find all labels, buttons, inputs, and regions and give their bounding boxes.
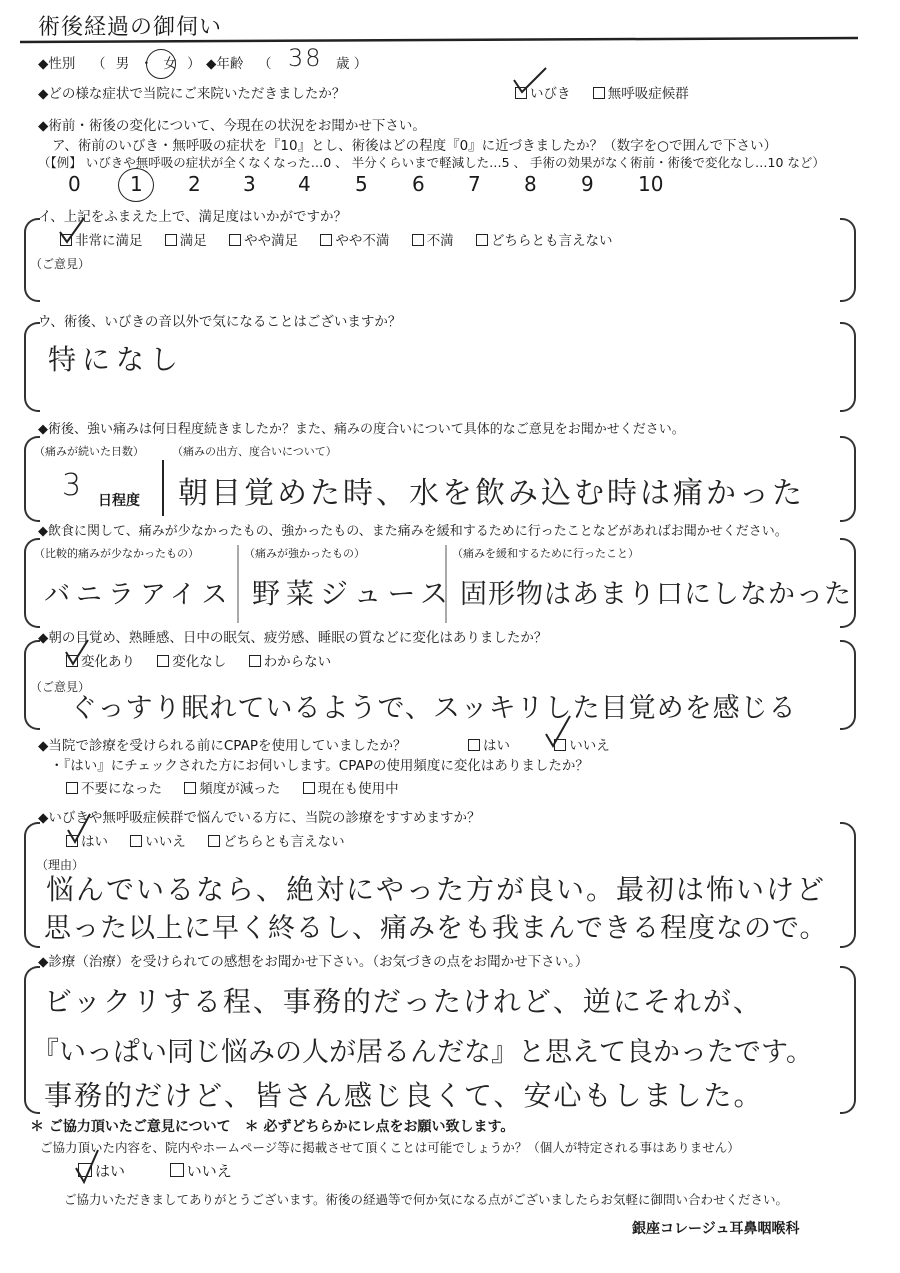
cpap-option-yes[interactable] — [468, 734, 510, 754]
option-label: どちらとも言えない — [490, 233, 613, 249]
option-label: いびき — [530, 86, 571, 102]
cpap-sub-question: ・『はい』にチェックされた方にお伺いします。CPAPの使用頻度に変化はありましたか？ — [50, 758, 589, 774]
sleep-opinion-label: （ご意見） — [30, 680, 91, 694]
sleep-answer[interactable]: ぐっすり眠れているようで、スッキリした目覚めを感じる — [70, 693, 797, 724]
food-more-label: （痛みが強かったもの） — [244, 547, 365, 560]
checkbox[interactable] — [320, 234, 332, 246]
scale-7[interactable]: 7 — [468, 172, 481, 196]
food-less[interactable]: バニラアイス — [44, 580, 234, 610]
option-label: 現在も使用中 — [317, 781, 399, 797]
scale-1[interactable]: 1 — [130, 172, 143, 196]
option-label: はい — [95, 1162, 126, 1180]
sleep-bracket-right — [840, 640, 856, 730]
satisfaction-option[interactable] — [165, 229, 207, 249]
satisfaction-option[interactable] — [412, 229, 454, 249]
recommend-reason-label: （理由） — [36, 858, 85, 872]
cpap-check-mark — [544, 716, 574, 750]
pain-detail[interactable]: 朝目覚めた時、水を飲み込む時は痛かった — [178, 476, 805, 511]
sleep-question: ◆朝の目覚め、熟睡感、日中の眠気、疲労感、睡眠の質などに変化はありましたか？ — [38, 630, 548, 646]
sleep-option[interactable] — [249, 650, 332, 670]
gender-value[interactable]: （ 男 ・ 女 ） — [92, 56, 201, 72]
other-concerns-question: ウ、術後、いびきの音以外で気になることはございますか？ — [38, 314, 402, 330]
food-more[interactable]: 野菜ジュース — [252, 577, 455, 610]
satisfaction-option[interactable] — [229, 229, 298, 249]
impression-question: ◆診療（治療）を受けられての感想をお聞かせ下さい。（お気づきの点をお聞かせ下さい。） — [38, 954, 589, 970]
age-open: （ — [258, 56, 272, 72]
scale-5[interactable]: 5 — [355, 172, 368, 196]
other-concerns-bracket-left — [24, 322, 40, 412]
consent-question: ご協力頂いた内容を、院内やホームページ等に掲載させて頂くことは可能でしょうか？（個人が特定される事はありません） — [40, 1140, 740, 1155]
scale-10[interactable]: 10 — [638, 172, 664, 196]
age-label: ◆年齢 — [206, 56, 244, 72]
change-question: ◆術前・術後の変化について、今現在の状況をお聞かせ下さい。 — [38, 118, 426, 134]
consent-option-no[interactable] — [170, 1160, 232, 1181]
cpap-sub-option[interactable] — [303, 777, 399, 797]
option-label: 非常に満足 — [75, 233, 143, 249]
option-label: 変化なし — [172, 654, 227, 670]
symptom-option-apnea[interactable] — [593, 82, 689, 102]
pain-bracket-right — [840, 436, 856, 522]
option-label: 無呼吸症候群 — [607, 86, 689, 102]
pain-days-unit: 日程度 — [98, 493, 140, 509]
checkbox[interactable] — [229, 234, 241, 246]
cpap-sub-option[interactable] — [66, 777, 162, 797]
recommend-options[interactable] — [66, 830, 363, 850]
checkbox[interactable] — [170, 1163, 184, 1177]
option-label: 頻度が減った — [199, 781, 281, 797]
scale-3[interactable]: 3 — [243, 172, 256, 196]
sleep-options[interactable] — [66, 650, 349, 670]
option-label: はい — [81, 834, 108, 850]
age-value[interactable]: 38 — [288, 44, 323, 72]
option-label: 満足 — [179, 233, 207, 249]
pain-days[interactable]: 3 — [62, 468, 88, 503]
cpap-sub-options[interactable] — [66, 777, 417, 797]
option-label: やや不満 — [335, 233, 390, 249]
option-label: はい — [483, 738, 510, 754]
cpap-question: ◆当院で診療を受けられる前にCPAPを使用していましたか？ — [38, 738, 407, 754]
food-relief-label: （痛みを緩和するために行ったこと） — [452, 547, 639, 560]
option-label: 不満 — [426, 233, 454, 249]
sleep-option[interactable] — [157, 650, 226, 670]
impression-line3[interactable]: 事務的だけど、皆さん感じ良くて、安心もしました。 — [44, 1079, 764, 1112]
checkbox[interactable] — [184, 782, 196, 794]
gender-selected-circle — [146, 49, 176, 79]
recommend-reason-line1[interactable]: 悩んでいるなら、絶対にやった方が良い。最初は怖いけど — [46, 873, 827, 906]
recommend-bracket-right — [840, 822, 856, 948]
impression-line2[interactable]: 『いっぱい同じ悩みの人が居るんだな』と思えて良かったです。 — [32, 1037, 813, 1068]
checkbox[interactable] — [303, 782, 315, 794]
other-concerns-bracket-right — [840, 322, 856, 412]
option-label: いいえ — [145, 834, 186, 850]
option-label: 不要になった — [81, 781, 162, 797]
consent-heading: ＊ ご協力頂いたご意見について ＊ 必ずどちらかにレ点をお願い致します。 — [30, 1119, 515, 1135]
checkbox[interactable] — [476, 234, 488, 246]
change-sub-a: ア、術前のいびき・無呼吸の症状を『10』とし、術後はどの程度『0』に近づきましたか？（数字を○で囲んで下さい） — [52, 138, 777, 154]
option-label: どちらとも言えない — [223, 834, 345, 850]
scale-4[interactable]: 4 — [298, 172, 311, 196]
food-divider-1 — [236, 545, 240, 625]
satisfaction-opinion-label: （ご意見） — [30, 257, 91, 271]
recommend-check-mark — [66, 814, 96, 846]
food-question: ◆飲食に関して、痛みが少なかったもの、強かったもの、また痛みを緩和するために行ったことなどがあればお聞かせください。 — [38, 524, 788, 539]
recommend-question: ◆いびきや無呼吸症候群で悩んでいる方に、当院の診療をすすめますか？ — [38, 810, 481, 826]
checkbox[interactable] — [412, 234, 424, 246]
option-label: わからない — [263, 654, 332, 670]
other-concerns-answer[interactable]: 特になし — [48, 343, 185, 376]
pain-days-label: （痛みが続いた日数） — [34, 445, 144, 458]
satisfaction-option[interactable] — [476, 229, 613, 249]
satisfaction-options[interactable] — [60, 229, 630, 249]
option-label: やや満足 — [244, 233, 299, 249]
clinic-name: 銀座コレージュ耳鼻咽喉科 — [632, 1221, 800, 1237]
checkbox[interactable] — [593, 87, 605, 99]
page-title: 術後経過の御伺い — [38, 15, 223, 40]
option-label: いいえ — [569, 738, 610, 754]
satisfaction-option[interactable] — [320, 229, 389, 249]
recommend-reason-line2[interactable]: 思った以上に早く終るし、痛みをも我まんできる程度なので。 — [44, 913, 828, 944]
checkbox[interactable] — [468, 739, 480, 751]
food-less-label: （比較的痛みが少なかったもの） — [34, 547, 199, 560]
gender-label: ◆性別 — [38, 56, 76, 72]
consent-thanks: ご協力いただきましてありがとうございます。術後の経過等で何か気になる点がございましたらお気軽に御問い合わせください。 — [64, 1192, 789, 1207]
scale-9[interactable]: 9 — [581, 172, 594, 196]
recommend-option[interactable] — [208, 830, 345, 850]
satisfaction-check-mark — [58, 218, 88, 248]
checkbox[interactable] — [208, 835, 220, 847]
title-underline — [20, 36, 860, 46]
scale-6[interactable]: 6 — [412, 172, 425, 196]
option-label: いいえ — [186, 1162, 232, 1180]
food-relief[interactable]: 固形物はあまり口にしなかった — [460, 579, 852, 610]
checkbox[interactable] — [249, 655, 261, 667]
scale-0[interactable]: 0 — [68, 172, 81, 196]
sleep-check-mark — [64, 640, 94, 670]
impression-bracket-right — [840, 966, 856, 1114]
checkbox[interactable] — [66, 782, 78, 794]
scale-selected-circle — [118, 168, 154, 202]
scale-8[interactable]: 8 — [524, 172, 537, 196]
checkbox[interactable] — [130, 835, 142, 847]
recommend-bracket-left — [24, 822, 40, 948]
option-label: 変化あり — [81, 654, 135, 670]
change-example: （【例】 いびきや無呼吸の症状が全くなくなった…0 、 半分くらいまで軽減した…5 、 手術の効果がなく術前・術後で変化なし…10 など） — [38, 155, 825, 170]
symptom-question: ◆どの様な症状で当院にご来院いただきましたか？ — [38, 86, 346, 102]
recommend-option[interactable] — [130, 830, 186, 850]
pain-question: ◆術後、強い痛みは何日程度続きましたか？また、痛みの度合いについて具体的なご意見をお聞かせください。 — [38, 422, 685, 437]
pain-divider — [160, 460, 166, 518]
symptom-check-mark — [512, 66, 552, 96]
age-unit: 歳 ） — [336, 56, 368, 72]
cpap-sub-option[interactable] — [184, 777, 280, 797]
consent-check-mark — [74, 1150, 104, 1186]
impression-line1[interactable]: ビックリする程、事務的だったけれど、逆にそれが、 — [44, 985, 763, 1018]
scale-2[interactable]: 2 — [188, 172, 201, 196]
checkbox[interactable] — [157, 655, 169, 667]
satisfaction-question: イ、上記をふまえた上で、満足度はいかがですか？ — [38, 209, 348, 225]
satisfaction-bracket-right — [840, 218, 856, 302]
pain-detail-label: （痛みの出方、度合いについて） — [172, 445, 337, 458]
checkbox[interactable] — [165, 234, 177, 246]
